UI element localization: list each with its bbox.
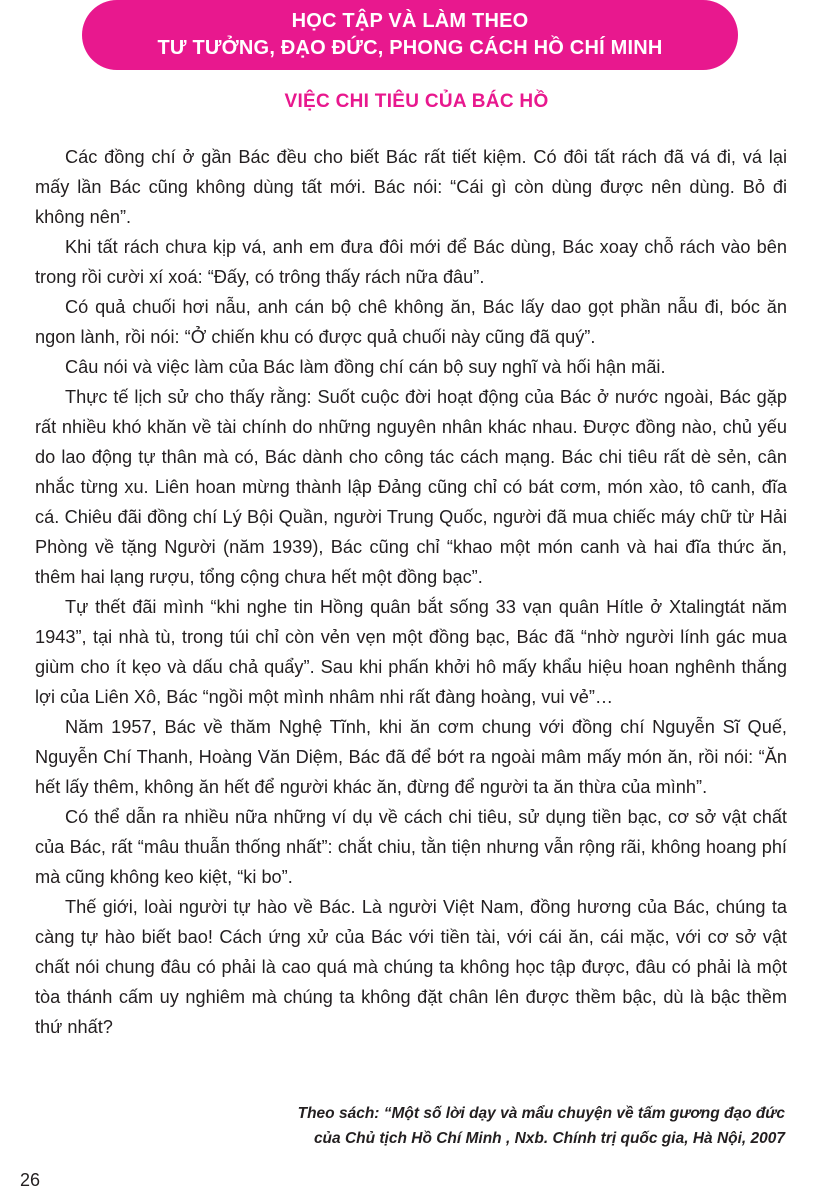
page-number: 26 <box>20 1170 41 1190</box>
paragraph: Có quả chuối hơi nẫu, anh cán bộ chê không ăn, Bác lấy dao gọt phần nẫu đi, bóc ăn ngon lành, rồi nói: “Ở chiến khu có được quả chuối này cũng đã quý”. <box>35 297 787 347</box>
citation-line-1: Theo sách: “Một số lời dạy và mẩu chuyện về tấm gương đạo đức <box>297 1105 785 1122</box>
paragraph: Thực tế lịch sử cho thấy rằng: Suốt cuộc đời hoạt động của Bác ở nước ngoài, Bác gặp rất nhiều khó khăn về tài chính do những nguyên nhân khác nhau. Được đồng nào, chủ yếu do lao động tự thân mà có, Bác dành cho công tác cách mạng. Bác chi tiêu rất dè sẻn, cân nhắc từng xu. Liên hoan mừng thành lập Đảng cũng chỉ có bát cơm, món xào, tô canh, đĩa cá. Chiêu đãi đồng chí Lý Bội Quần, người Trung Quốc, người đã mua chiếc máy chữ từ Hải Phòng về tặng Người (năm 1939), Bác cũng chỉ “khao một món canh và hai đĩa thức ăn, thêm hai lạng rượu, tổng cộng chưa hết một đồng bạc”. <box>35 387 787 587</box>
paragraph: Có thể dẫn ra nhiều nữa những ví dụ về cách chi tiêu, sử dụng tiền bạc, cơ sở vật chất của Bác, rất “mâu thuẫn thống nhất”: chắt chiu, tằn tiện nhưng vẫn rộng rãi, không hoang phí mà cũng không keo kiệt, “ki bo”. <box>35 807 787 887</box>
article-title: VIỆC CHI TIÊU CỦA BÁC HỒ <box>284 91 549 112</box>
source-citation <box>298 1101 785 1151</box>
paragraph: Câu nói và việc làm của Bác làm đồng chí cán bộ suy nghĩ và hối hận mãi. <box>65 357 666 377</box>
banner-line-1: HỌC TẬP VÀ LÀM THEO <box>291 10 529 32</box>
paragraph: Khi tất rách chưa kịp vá, anh em đưa đôi mới để Bác dùng, Bác xoay chỗ rách vào bên trong rồi cười xí xoá: “Đấy, có trông thấy rách nữa đâu”. <box>35 237 787 287</box>
banner-line-2: TƯ TƯỞNG, ĐẠO ĐỨC, PHONG CÁCH HỒ CHÍ MINH <box>157 37 663 59</box>
citation-line-2: của Chủ tịch Hồ Chí Minh , Nxb. Chính trị quốc gia, Hà Nội, 2007 <box>313 1130 785 1147</box>
paragraph: Các đồng chí ở gần Bác đều cho biết Bác rất tiết kiệm. Có đôi tất rách đã vá đi, vá lại mấy lần Bác cũng không dùng tất mới. Bác nói: “Cái gì còn dùng được nên dùng. Bỏ đi không nên”. <box>35 147 787 227</box>
article-body <box>35 142 787 1042</box>
paragraph: Tự thết đãi mình “khi nghe tin Hồng quân bắt sống 33 vạn quân Hítle ở Xtalingtát năm 1943”, tại nhà tù, trong túi chỉ còn vẻn vẹn một đồng bạc, Bác đã “nhờ người lính gác mua giùm cho ít kẹo và dấu chả quẩy”. Sau khi phấn khởi hô mấy khẩu hiệu hoan nghênh thắng lợi của Liên Xô, Bác “ngồi một mình nhâm nhi rất đàng hoàng, vui vẻ”… <box>35 597 787 707</box>
section-banner <box>82 0 738 70</box>
paragraph: Thế giới, loài người tự hào về Bác. Là người Việt Nam, đồng hương của Bác, chúng ta càng tự hào biết bao! Cách ứng xử của Bác với tiền tài, với cái ăn, cái mặc, với cơ sở vật chất nói chung đâu có phải là cao quá mà chúng ta không học tập được, đâu có phải là một tòa thánh cấm uy nghiêm mà chúng ta không đặt chân lên được thềm bậc, dù là bậc thềm thứ nhất? <box>35 897 787 1037</box>
paragraph: Năm 1957, Bác về thăm Nghệ Tĩnh, khi ăn cơm chung với đồng chí Nguyễn Sĩ Quế, Nguyễn Chí Thanh, Hoàng Văn Diệm, Bác đã để bớt ra ngoài mâm mấy món ăn, rồi nói: “Ăn hết lấy thêm, không ăn hết để người khác ăn, đừng để người ta ăn thừa của mình”. <box>35 717 787 797</box>
